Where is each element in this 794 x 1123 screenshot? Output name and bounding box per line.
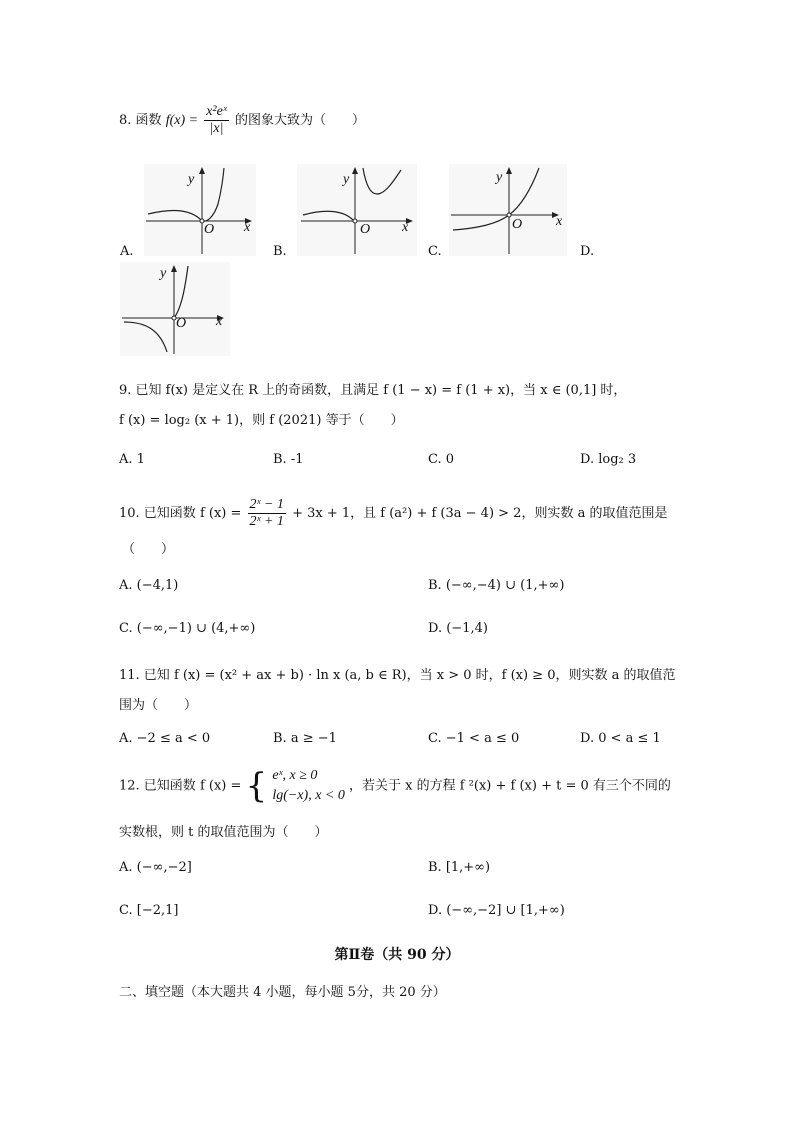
q8-denominator: |x| xyxy=(209,121,224,136)
option-c-label: C. xyxy=(428,244,442,259)
graph-d-origin: O xyxy=(176,316,187,331)
graph-a-y-label: y xyxy=(188,172,195,187)
q10-line1 xyxy=(119,497,667,530)
q11-option-a: A. −2 ≤ a < 0 xyxy=(119,731,211,746)
q12-case-1: eˣ, x ≥ 0 xyxy=(272,768,318,783)
q10-option-a: A. (−4,1) xyxy=(119,578,179,593)
part2-title: 第Ⅱ卷（共 90 分） xyxy=(334,947,460,963)
q12-option-b: B. [1,+∞) xyxy=(428,860,491,875)
q8-numerator: x²eˣ xyxy=(206,104,227,119)
q12-line2: 实数根，则 t 的取值范围为（ ） xyxy=(119,825,328,840)
q11-line2: 围为（ ） xyxy=(119,698,198,713)
option-b-label: B. xyxy=(273,244,287,259)
q8-fx: f(x) = xyxy=(165,113,199,128)
q10-suffix: + 3x + 1，且 f (a²) + f (3a − 4) > 2，则实数 a 的取值范围是 xyxy=(292,506,668,521)
q12-line1 xyxy=(119,766,671,806)
q12-option-a: A. (−∞,−2] xyxy=(119,860,192,875)
q9-option-b: B. -1 xyxy=(273,452,304,467)
option-d-label: D. xyxy=(580,244,595,259)
q10-prefix: 10. 已知函数 f (x) = xyxy=(119,506,242,521)
q12-brace: { xyxy=(245,766,268,806)
q9-option-c: C. 0 xyxy=(428,452,455,467)
graph-c-y-label: y xyxy=(496,170,503,185)
q11-option-c: C. −1 < a ≤ 0 xyxy=(428,731,520,746)
q12-cases xyxy=(272,766,345,806)
q12-option-c: C. [−2,1] xyxy=(119,903,179,918)
q8-suffix: 的图象大致为（ ） xyxy=(234,113,365,128)
q9-option-d: D. log₂ 3 xyxy=(580,452,637,467)
graph-c-origin: O xyxy=(512,217,523,232)
q10-fraction xyxy=(248,497,286,530)
graph-d xyxy=(120,262,230,356)
q10-line2: （ ） xyxy=(122,542,175,557)
q12-option-d: D. (−∞,−2] ∪ [1,+∞) xyxy=(428,903,565,918)
q10-option-c: C. (−∞,−1) ∪ (4,+∞) xyxy=(119,621,256,636)
q10-numerator: 2ˣ − 1 xyxy=(249,497,284,512)
q12-suffix: ，若关于 x 的方程 f ²(x) + f (x) + t = 0 有三个不同的 xyxy=(349,778,671,794)
q8-fraction xyxy=(204,104,229,137)
graph-b-x-label: x xyxy=(402,220,409,235)
part2-section-heading: 二、填空题（本大题共 4 小题，每小题 5分，共 20 分） xyxy=(119,985,446,1000)
q10-option-b: B. (−∞,−4) ∪ (1,+∞) xyxy=(428,578,565,593)
q11-option-b: B. a ≥ −1 xyxy=(273,731,337,746)
graph-b-y-label: y xyxy=(343,172,350,187)
graph-c-x-label: x xyxy=(556,214,563,229)
graph-c xyxy=(449,164,567,256)
graph-a xyxy=(144,164,256,256)
q9-line2: f (x) = log₂ (x + 1)，则 f (2021) 等于（ ） xyxy=(119,413,404,428)
q8-line xyxy=(119,104,365,137)
q8-text: 函数 xyxy=(135,113,162,128)
q10-denominator: 2ˣ + 1 xyxy=(249,514,284,529)
graph-d-x-label: x xyxy=(216,314,223,329)
q8-number: 8. xyxy=(119,113,132,128)
graph-b-origin: O xyxy=(360,222,371,237)
q9-option-a: A. 1 xyxy=(119,452,145,467)
q10-option-d: D. (−1,4) xyxy=(428,621,488,636)
q11-line1: 11. 已知 f (x) = (x² + ax + b) · ln x (a, b ∈ R)，当 x > 0 时，f (x) ≥ 0，则实数 a 的取值范 xyxy=(119,668,676,683)
graph-b xyxy=(297,164,417,256)
graph-d-y-label: y xyxy=(160,266,167,281)
option-a-label: A. xyxy=(120,244,134,259)
q12-case-2: lg(−x), x < 0 xyxy=(272,788,345,803)
q9-line1: 9. 已知 f(x) 是定义在 R 上的奇函数，且满足 f (1 − x) = f (1 + x)，当 x ∈ (0,1] 时， xyxy=(119,383,627,398)
q11-option-d: D. 0 < a ≤ 1 xyxy=(580,731,661,746)
graph-a-origin: O xyxy=(204,222,215,237)
q12-prefix: 12. 已知函数 f (x) = xyxy=(119,778,242,794)
graph-a-x-label: x xyxy=(244,220,251,235)
